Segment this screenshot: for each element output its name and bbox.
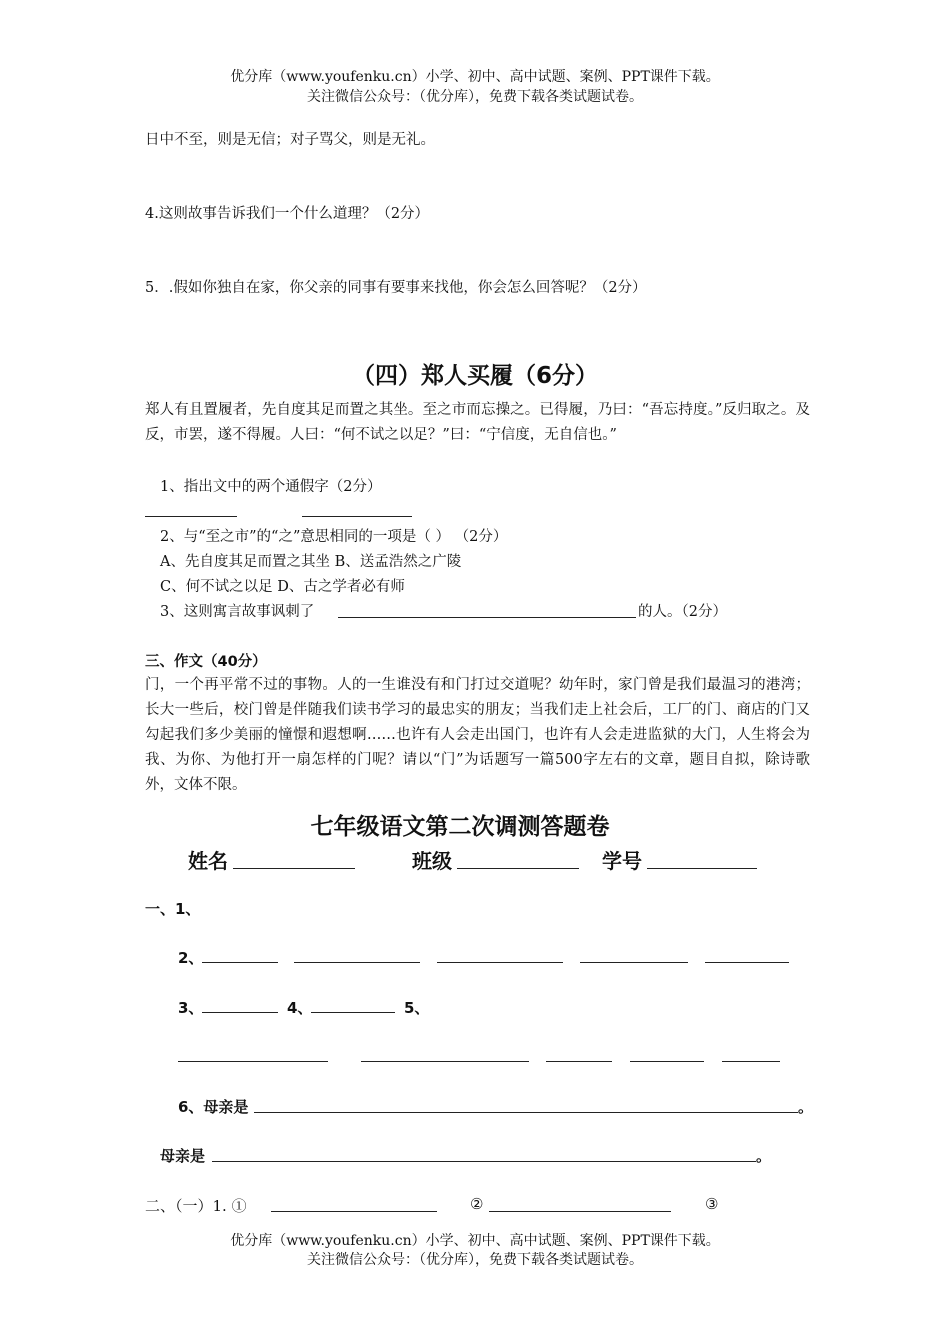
answer-line[interactable] xyxy=(311,1012,395,1013)
answer-line[interactable] xyxy=(271,1211,437,1212)
answer-line[interactable] xyxy=(202,1012,278,1013)
answer-line[interactable] xyxy=(212,1161,756,1162)
answer-line[interactable] xyxy=(580,962,688,963)
student-id-label: 学号 xyxy=(602,849,642,873)
class-field[interactable] xyxy=(457,868,579,869)
composition-heading: 三、作文（40分） xyxy=(145,654,267,670)
section-4-q3-suffix: 的人。（2分） xyxy=(638,604,727,620)
answer-line[interactable] xyxy=(437,962,563,963)
item-5-label: 5、 xyxy=(404,999,430,1017)
circle-2-label: ② xyxy=(470,1195,484,1213)
question-5: 5．.假如你独自在家，你父亲的同事有要事来找他，你会怎么回答呢？（2分） xyxy=(145,280,647,296)
item-4-label: 4、 xyxy=(287,999,313,1017)
section-4-options-cd: C、何不试之以足 D、古之学者必有师 xyxy=(160,579,405,595)
answer-line[interactable] xyxy=(546,1061,612,1062)
name-field[interactable] xyxy=(233,868,355,869)
section-4-title: （四）郑人买履（6分） xyxy=(351,363,598,389)
section-4-passage: 郑人有且置履者，先自度其足而置之其坐。至之市而忘操之。已得履，乃曰：“吾忘持度。”反归取之。及反，市罢，遂不得履。人曰：“何不试之以足？”曰：“宁信度，无自信也。” xyxy=(145,402,810,443)
class-label: 班级 xyxy=(412,849,452,873)
answer-line xyxy=(145,516,237,517)
mother-label: 母亲是 xyxy=(160,1147,206,1165)
section-2-label: 二、（一）1. ① xyxy=(145,1197,247,1215)
student-id-field[interactable] xyxy=(647,868,757,869)
header-line-1: 优分库（www.youfenku.cn）小学、初中、高中试题、案例、PPT课件下载。 xyxy=(230,69,720,85)
answer-line[interactable] xyxy=(705,962,789,963)
header-line-2: 关注微信公众号：（优分库），免费下载各类试题试卷。 xyxy=(307,89,643,105)
answer-line xyxy=(338,617,636,618)
name-label: 姓名 xyxy=(188,849,228,873)
item-6-label: 6、母亲是 xyxy=(178,1098,249,1116)
footer-line-2: 关注微信公众号：（优分库），免费下载各类试题试卷。 xyxy=(307,1252,643,1268)
circle-3-label: ③ xyxy=(705,1195,719,1213)
section-1-label: 一、1、 xyxy=(145,900,201,918)
item-2-label: 2、 xyxy=(178,949,204,967)
section-4-q2: 2、与“至之市”的“之”意思相同的一项是（ ） （2分） xyxy=(160,529,508,545)
answer-line[interactable] xyxy=(254,1112,798,1113)
period: 。 xyxy=(798,1098,814,1116)
section-4-q1: 1、指出文中的两个通假字（2分） xyxy=(160,479,382,495)
answer-sheet-title: 七年级语文第二次调测答题卷 xyxy=(310,814,610,840)
answer-line xyxy=(302,516,412,517)
answer-line[interactable] xyxy=(202,962,278,963)
section-4-options-ab: A、先自度其足而置之其坐 B、送孟浩然之广陵 xyxy=(160,554,462,570)
top-text: 日中不至，则是无信；对子骂父，则是无礼。 xyxy=(145,132,435,148)
answer-line[interactable] xyxy=(489,1211,671,1212)
answer-line[interactable] xyxy=(361,1061,529,1062)
question-4: 4.这则故事告诉我们一个什么道理？（2分） xyxy=(145,206,430,222)
answer-line[interactable] xyxy=(178,1061,328,1062)
answer-line[interactable] xyxy=(630,1061,704,1062)
composition-body: 门，一个再平常不过的事物。人的一生谁没有和门打过交道呢？幼年时，家门曾是我们最温习的港湾；长大一些后，校门曾是伴随我们读书学习的最忠实的朋友；当我们走上社会后，工厂的门、商店的门又勾起我们多少美丽的憧憬和遐想啊……也许有人会走出国门，也许有人会走进监狱的大门，人生将会为我、为你、为他打开一扇怎样的门呢？请以“门”为话题写一篇500字左右的文章，题目自拟，除诗歌外，文体不限。 xyxy=(145,677,810,793)
footer-line-1: 优分库（www.youfenku.cn）小学、初中、高中试题、案例、PPT课件下载。 xyxy=(230,1233,720,1249)
answer-line[interactable] xyxy=(294,962,420,963)
answer-line[interactable] xyxy=(722,1061,780,1062)
period: 。 xyxy=(756,1147,772,1165)
section-4-q3-prefix: 3、这则寓言故事讽刺了 xyxy=(160,604,315,620)
item-3-label: 3、 xyxy=(178,999,204,1017)
